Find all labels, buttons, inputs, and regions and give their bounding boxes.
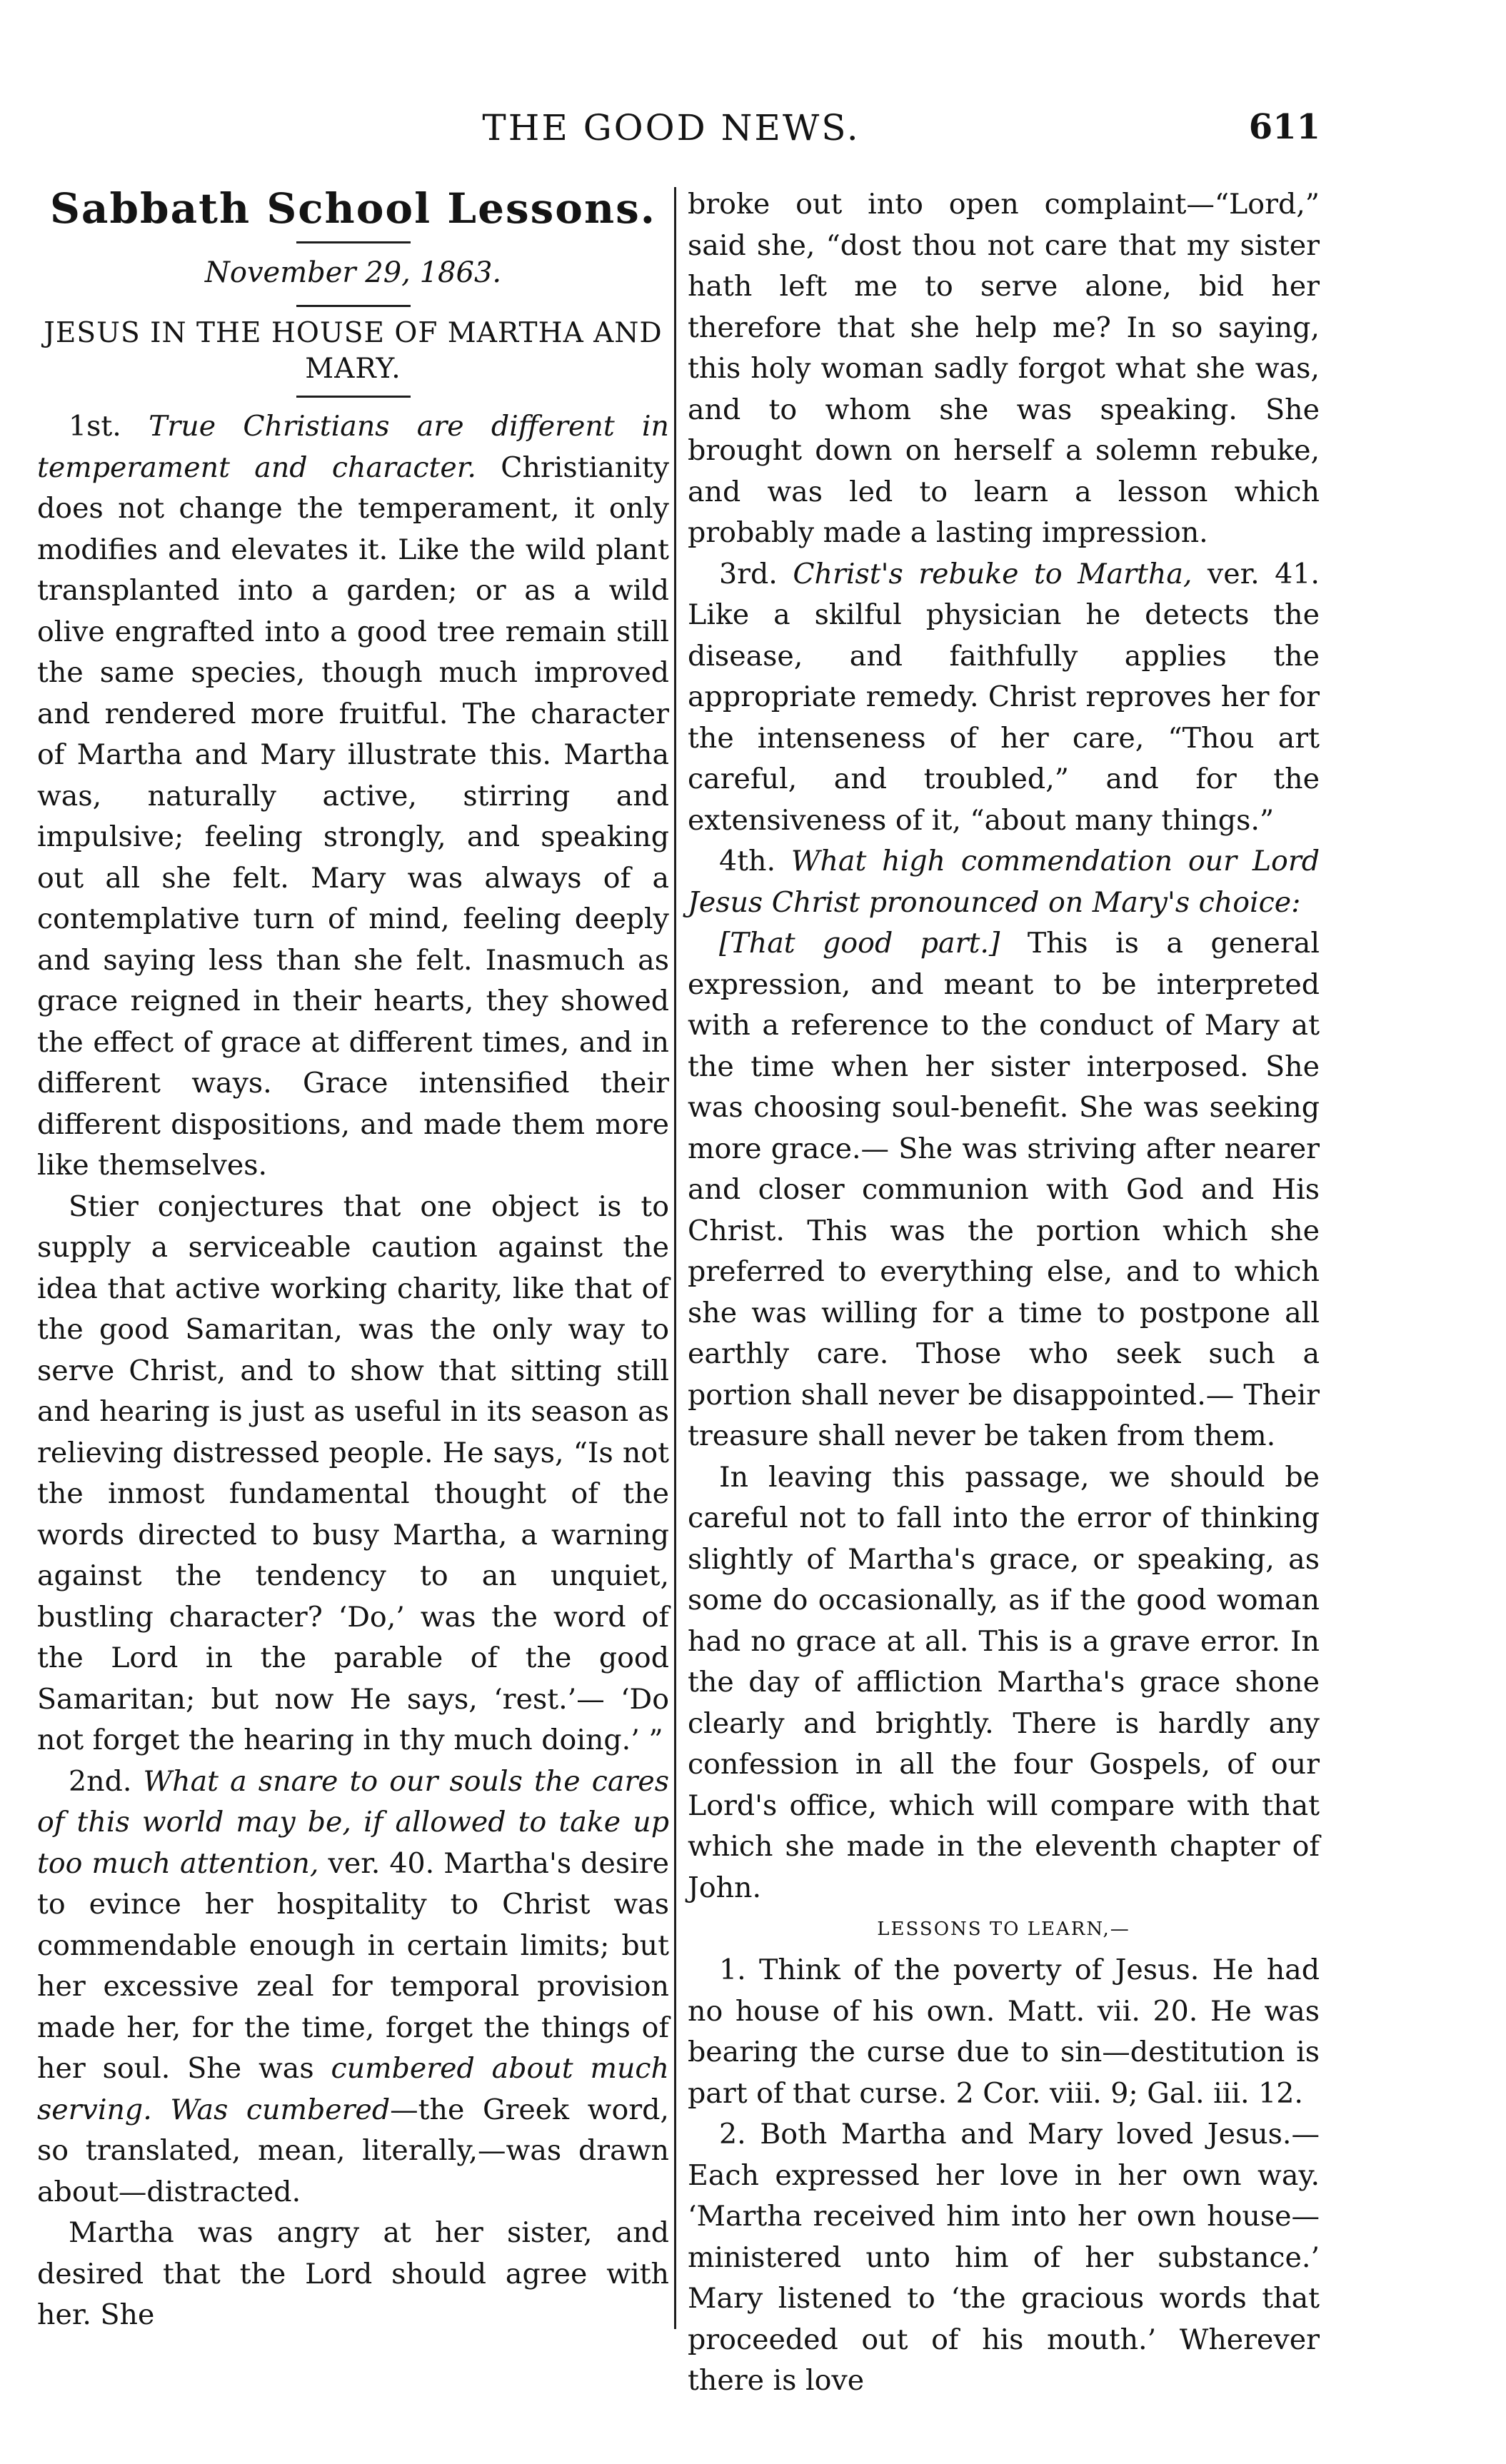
bracketed-phrase: [That good part.] (719, 927, 1000, 960)
running-title: THE GOOD NEWS. (482, 107, 860, 149)
lesson-date: November 29, 1863. (204, 256, 502, 289)
paragraph-snare (37, 1761, 669, 2213)
point-heading: What high commendation our Lord Jesus Christ pronounced on Mary's choice: (688, 845, 1320, 919)
column-rule (674, 187, 676, 2329)
left-column (37, 184, 669, 2336)
point-number: 2nd. (69, 1764, 132, 1798)
point-heading: What a snare to our souls the cares of this world may be, if allowed to take up too much attention, (37, 1764, 669, 1880)
paragraph-text: —the Greek word, so translated, mean, literally,—was drawn about—distracted. (37, 2093, 669, 2208)
lesson-text: 1. Think of the poverty of Jesus. He had no house of his own. Matt. vii. 20. He was bearing the curse due to sin—destitution is part of that curse. 2 Cor. viii. 9; Gal. iii. 12. (688, 1953, 1320, 2110)
paragraph-complaint (688, 184, 1320, 554)
paragraph-temperament (37, 406, 669, 1187)
paragraph-good-part (688, 923, 1320, 1457)
italic-phrase: cumbered about much serving. Was cumbered (37, 2052, 669, 2126)
paragraph-rebuke (688, 554, 1320, 842)
lesson-item-1 (688, 1950, 1320, 2114)
divider (296, 305, 411, 307)
paragraph-stier (37, 1187, 669, 1761)
lesson-item-2 (688, 2114, 1320, 2402)
running-head (0, 107, 1506, 157)
section-title: Sabbath School Lessons. (50, 184, 656, 233)
point-heading: True Christians are different in temperament and character. (37, 410, 669, 484)
point-number: 4th. (719, 845, 775, 878)
paragraph-text: ver. 40. Martha's desire to evince her hospitality to Christ was commendable enough in certain limits; but her excessive zeal for temporal provision made her, for the time, forget the things of her soul. She was (37, 1846, 669, 2085)
divider (296, 396, 411, 398)
lessons-heading: LESSONS TO LEARN,— (877, 1919, 1130, 1940)
lesson-text: 2. Both Martha and Mary loved Jesus.— Each expressed her love in her own way. ‘Martha received him into her own house— ministered unto him of her substance.’ Mary listened to ‘the gracious words that proceeded out of his mouth.’ Wherever there is love (688, 2118, 1320, 2397)
point-number: 1st. (69, 410, 121, 443)
paragraph-text: ver. 41. Like a skilful physician he detects the disease, and faithfully applies the appropriate remedy. Christ reproves her for the intenseness of her care, “Thou art careful, and troubled,” and for the extensiveness of it, “about many things.” (688, 557, 1320, 837)
paragraph-text: broke out into open complaint—“Lord,” said she, “dost thou not care that my sister hath left me to serve alone, bid her therefore that she help me? In so saying, this holy woman sadly forgot what she was, and to whom she was speaking. She brought down on herself a solemn rebuke, and was led to learn a lesson which probably made a lasting impression. (688, 188, 1320, 549)
point-number: 3rd. (719, 557, 778, 590)
point-heading: Christ's rebuke to Martha, (793, 557, 1193, 590)
right-column (688, 184, 1320, 2402)
paragraph-text: This is a general expression, and meant to be interpreted with a reference to the conduct of Mary at the time when her sister interposed. She was choosing soul-benefit. She was seeking more grace.— She was striving after nearer and closer communion with God and His Christ. This was the portion which she preferred to everything else, and to which she was willing for a time to postpone all earthly care. Those who seek such a portion shall never be disappointed.— Their treasure shall never be taken from them. (688, 927, 1320, 1452)
paragraph-text: In leaving this passage, we should be careful not to fall into the error of thinking slightly of Martha's grace, or speaking, as some do occasionally, as if the good woman had no grace at all. This is a grave error. In the day of affliction Martha's grace shone clearly and brightly. There is hardly any confession in all the four Gospels, of our Lord's office, which will compare with that which she made in the eleventh chapter of John. (688, 1460, 1320, 1904)
paragraph-text: Martha was angry at her sister, and desired that the Lord should agree with her. She (37, 2216, 669, 2331)
page-number: 611 (1248, 107, 1320, 147)
paragraph-text: Stier conjectures that one object is to supply a serviceable caution against the idea that active working charity, like that of the good Samaritan, was the only way to serve Christ, and to show that sitting still and hearing is just as useful in its season as relieving distressed people. He says, “Is not the inmost fundamental thought of the words directed to busy Martha, a warning against the tendency to an unquiet, bustling character? ‘Do,’ was the word of the Lord in the parable of the good Samaritan; but now He says, ‘rest.’— ‘Do not forget the hearing in thy much doing.’ ” (37, 1190, 669, 1756)
paragraph-martha-angry (37, 2213, 669, 2336)
paragraph-leaving-passage (688, 1457, 1320, 1909)
divider (296, 241, 411, 243)
paragraph-text: Christianity does not change the temperament, it only modifies and elevates it. Like the wild plant transplanted into a garden; or as a wild olive engrafted into a good tree remain still the same species, though much improved and rendered more fruitful. The character of Martha and Mary illustrate this. Martha was, naturally active, stirring and impulsive; feeling strongly, and speaking out all she felt. Mary was always of a contemplative turn of mind, feeling deeply and saying less than she felt. Inasmuch as grace reigned in their hearts, they showed the effect of grace at different times, and in different ways. Grace intensified their different dispositions, and made them more like themselves. (37, 451, 670, 1182)
lesson-title: JESUS IN THE HOUSE OF MARTHA AND MARY. (44, 317, 663, 385)
paragraph-commendation (688, 841, 1320, 923)
